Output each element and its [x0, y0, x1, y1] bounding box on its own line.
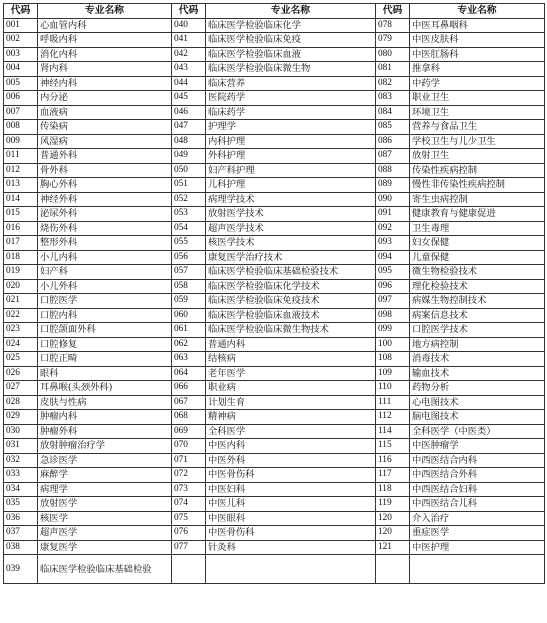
- specialty-name-cell: 中医外科: [206, 453, 376, 468]
- specialty-name-cell: 小儿内科: [38, 250, 172, 265]
- specialty-code-cell: 115: [376, 439, 410, 454]
- specialty-code-cell: 002: [4, 33, 38, 48]
- specialty-name-cell: 口腔修复: [38, 337, 172, 352]
- specialty-name-cell: 普通内科: [206, 337, 376, 352]
- specialty-code-cell: 060: [172, 308, 206, 323]
- header-name-1: 专业名称: [38, 4, 172, 19]
- header-name-2: 专业名称: [206, 4, 376, 19]
- specialty-name-cell: 药物分析: [410, 381, 545, 396]
- specialty-name-cell: 核医学技术: [206, 236, 376, 251]
- table-row: [4, 453, 545, 468]
- table-row: [4, 366, 545, 381]
- table-row: [4, 192, 545, 207]
- specialty-code-cell: 111: [376, 395, 410, 410]
- table-row: [4, 352, 545, 367]
- specialty-name-cell: 临床医学检验临床化学技术: [206, 279, 376, 294]
- specialty-code-cell: 097: [376, 294, 410, 309]
- table-row: [4, 18, 545, 33]
- specialty-code-cell: 037: [4, 526, 38, 541]
- specialty-code-cell: 003: [4, 47, 38, 62]
- table-row: [4, 250, 545, 265]
- specialty-name-cell: 康复医学治疗技术: [206, 250, 376, 265]
- specialty-name-cell: 妇女保健: [410, 236, 545, 251]
- specialty-name-cell: 职业病: [206, 381, 376, 396]
- table-row: [4, 323, 545, 338]
- specialty-name-cell: 老年医学: [206, 366, 376, 381]
- table-row: [4, 265, 545, 280]
- specialty-code-cell: 072: [172, 468, 206, 483]
- specialty-code-cell: 093: [376, 236, 410, 251]
- specialty-name-cell: 临床医学检验临床基础检验技术: [206, 265, 376, 280]
- table-row: [4, 279, 545, 294]
- table-row: [4, 134, 545, 149]
- specialty-code-cell: 043: [172, 62, 206, 77]
- specialty-code-cell: 014: [4, 192, 38, 207]
- table-header-row: [4, 4, 545, 19]
- specialty-code-cell: 119: [376, 497, 410, 512]
- specialty-name-cell: 结核病: [206, 352, 376, 367]
- specialty-code-cell: 068: [172, 410, 206, 425]
- specialty-code-cell: 047: [172, 120, 206, 135]
- specialty-code-cell: 044: [172, 76, 206, 91]
- specialty-name-cell: 中医骨伤科: [206, 468, 376, 483]
- specialty-code-table: [3, 3, 545, 584]
- table-row: [4, 555, 545, 584]
- specialty-code-cell: 056: [172, 250, 206, 265]
- specialty-name-cell: 风湿病: [38, 134, 172, 149]
- specialty-code-cell: 074: [172, 497, 206, 512]
- specialty-name-cell: 内分泌: [38, 91, 172, 106]
- specialty-code-cell: 082: [376, 76, 410, 91]
- specialty-code-cell: 051: [172, 178, 206, 193]
- specialty-code-cell: 089: [376, 178, 410, 193]
- specialty-name-cell: 儿童保健: [410, 250, 545, 265]
- specialty-code-cell: 075: [172, 511, 206, 526]
- specialty-code-cell: 062: [172, 337, 206, 352]
- specialty-name-cell: 脑电图技术: [410, 410, 545, 425]
- specialty-code-cell: 117: [376, 468, 410, 483]
- specialty-code-cell: 079: [376, 33, 410, 48]
- specialty-code-cell: 096: [376, 279, 410, 294]
- specialty-name-cell: 临床医学检验临床化学: [206, 18, 376, 33]
- specialty-code-cell: 057: [172, 265, 206, 280]
- specialty-code-cell: 088: [376, 163, 410, 178]
- specialty-name-cell: 环境卫生: [410, 105, 545, 120]
- specialty-name-cell: 传染病: [38, 120, 172, 135]
- specialty-name-cell: 口腔医学: [38, 294, 172, 309]
- specialty-code-cell: 021: [4, 294, 38, 309]
- specialty-code-cell: 100: [376, 337, 410, 352]
- specialty-name-cell: 医院药学: [206, 91, 376, 106]
- specialty-name-cell: 临床医学检验临床微生物技术: [206, 323, 376, 338]
- header-code-2: 代码: [172, 4, 206, 19]
- specialty-code-cell: 006: [4, 91, 38, 106]
- specialty-name-cell: 肿瘤外科: [38, 424, 172, 439]
- specialty-code-cell: 069: [172, 424, 206, 439]
- specialty-code-cell: 031: [4, 439, 38, 454]
- specialty-name-cell: 卫生毒理: [410, 221, 545, 236]
- specialty-code-cell: 098: [376, 308, 410, 323]
- specialty-code-cell: 116: [376, 453, 410, 468]
- specialty-name-cell: 职业卫生: [410, 91, 545, 106]
- specialty-name-cell: 中药学: [410, 76, 545, 91]
- specialty-name-cell: 妇产科护理: [206, 163, 376, 178]
- specialty-code-cell: [376, 555, 410, 584]
- specialty-name-cell: 临床医学检验临床微生物: [206, 62, 376, 77]
- specialty-name-cell: 康复医学: [38, 540, 172, 555]
- specialty-name-cell: 外科护理: [206, 149, 376, 164]
- specialty-code-cell: 011: [4, 149, 38, 164]
- specialty-name-cell: 皮肤与性病: [38, 395, 172, 410]
- specialty-name-cell: 中医妇科: [206, 482, 376, 497]
- specialty-name-cell: 放射医学: [38, 497, 172, 512]
- specialty-name-cell: 介入治疗: [410, 511, 545, 526]
- specialty-name-cell: 烧伤外科: [38, 221, 172, 236]
- table-row: [4, 163, 545, 178]
- specialty-code-cell: 013: [4, 178, 38, 193]
- specialty-code-cell: 087: [376, 149, 410, 164]
- specialty-code-cell: 029: [4, 410, 38, 425]
- specialty-name-cell: 放射医学技术: [206, 207, 376, 222]
- specialty-name-cell: 理化检验技术: [410, 279, 545, 294]
- table-row: [4, 482, 545, 497]
- specialty-name-cell: 推拿科: [410, 62, 545, 77]
- specialty-name-cell: 全科医学: [206, 424, 376, 439]
- specialty-code-cell: 038: [4, 540, 38, 555]
- specialty-code-cell: 083: [376, 91, 410, 106]
- specialty-name-cell: 精神病: [206, 410, 376, 425]
- specialty-code-table-container: [3, 3, 545, 584]
- specialty-code-cell: 049: [172, 149, 206, 164]
- specialty-name-cell: 中医骨伤科: [206, 526, 376, 541]
- specialty-name-cell: 临床医学检验临床血液: [206, 47, 376, 62]
- specialty-code-cell: 033: [4, 468, 38, 483]
- table-row: [4, 410, 545, 425]
- specialty-code-cell: 110: [376, 381, 410, 396]
- specialty-code-cell: 017: [4, 236, 38, 251]
- table-row: [4, 439, 545, 454]
- header-name-3: 专业名称: [410, 4, 545, 19]
- specialty-name-cell: 泌尿外科: [38, 207, 172, 222]
- specialty-code-cell: 018: [4, 250, 38, 265]
- specialty-name-cell: 全科医学（中医类）: [410, 424, 545, 439]
- specialty-name-cell: 心血管内科: [38, 18, 172, 33]
- specialty-code-cell: 032: [4, 453, 38, 468]
- specialty-name-cell: 消毒技术: [410, 352, 545, 367]
- specialty-code-cell: 120: [376, 526, 410, 541]
- table-row: [4, 511, 545, 526]
- specialty-code-cell: 019: [4, 265, 38, 280]
- specialty-code-cell: 085: [376, 120, 410, 135]
- specialty-code-cell: 092: [376, 221, 410, 236]
- specialty-code-cell: 091: [376, 207, 410, 222]
- specialty-name-cell: 中西医结合妇科: [410, 482, 545, 497]
- specialty-name-cell: 心电图技术: [410, 395, 545, 410]
- table-row: [4, 47, 545, 62]
- specialty-code-cell: 034: [4, 482, 38, 497]
- specialty-code-cell: 052: [172, 192, 206, 207]
- specialty-name-cell: 神经内科: [38, 76, 172, 91]
- specialty-code-cell: 109: [376, 366, 410, 381]
- table-row: [4, 76, 545, 91]
- specialty-code-cell: 064: [172, 366, 206, 381]
- specialty-code-cell: [172, 555, 206, 584]
- specialty-name-cell: 微生物检验技术: [410, 265, 545, 280]
- specialty-name-cell: 中西医结合外科: [410, 468, 545, 483]
- specialty-name-cell: 中医内科: [206, 439, 376, 454]
- specialty-name-cell: 慢性非传染性疾病控制: [410, 178, 545, 193]
- specialty-code-cell: 073: [172, 482, 206, 497]
- specialty-code-cell: 067: [172, 395, 206, 410]
- specialty-code-cell: 058: [172, 279, 206, 294]
- specialty-name-cell: 妇产科: [38, 265, 172, 280]
- specialty-name-cell: 重症医学: [410, 526, 545, 541]
- specialty-code-cell: 040: [172, 18, 206, 33]
- specialty-code-cell: 070: [172, 439, 206, 454]
- specialty-code-cell: 081: [376, 62, 410, 77]
- specialty-name-cell: 病媒生物控制技术: [410, 294, 545, 309]
- specialty-code-cell: 066: [172, 381, 206, 396]
- specialty-code-cell: 005: [4, 76, 38, 91]
- specialty-code-cell: 094: [376, 250, 410, 265]
- specialty-name-cell: 肿瘤内科: [38, 410, 172, 425]
- specialty-code-cell: 001: [4, 18, 38, 33]
- specialty-name-cell: 临床药学: [206, 105, 376, 120]
- specialty-code-cell: 020: [4, 279, 38, 294]
- specialty-code-cell: 007: [4, 105, 38, 120]
- specialty-name-cell: 输血技术: [410, 366, 545, 381]
- specialty-code-cell: 114: [376, 424, 410, 439]
- specialty-code-cell: 036: [4, 511, 38, 526]
- specialty-code-cell: 063: [172, 352, 206, 367]
- specialty-name-cell: 超声医学技术: [206, 221, 376, 236]
- specialty-name-cell: 神经外科: [38, 192, 172, 207]
- table-row: [4, 221, 545, 236]
- specialty-code-cell: 112: [376, 410, 410, 425]
- table-row: [4, 526, 545, 541]
- specialty-name-cell: 小儿外科: [38, 279, 172, 294]
- specialty-name-cell: 眼科: [38, 366, 172, 381]
- specialty-name-cell: 营养与食品卫生: [410, 120, 545, 135]
- table-row: [4, 149, 545, 164]
- specialty-name-cell: 普通外科: [38, 149, 172, 164]
- specialty-code-cell: 026: [4, 366, 38, 381]
- specialty-code-cell: 008: [4, 120, 38, 135]
- table-body: [4, 18, 545, 584]
- specialty-name-cell: 整形外科: [38, 236, 172, 251]
- specialty-code-cell: 041: [172, 33, 206, 48]
- specialty-code-cell: 042: [172, 47, 206, 62]
- specialty-name-cell: 学校卫生与儿少卫生: [410, 134, 545, 149]
- specialty-code-cell: 045: [172, 91, 206, 106]
- specialty-code-cell: 061: [172, 323, 206, 338]
- specialty-name-cell: 健康教育与健康促进: [410, 207, 545, 222]
- specialty-code-cell: 078: [376, 18, 410, 33]
- specialty-name-cell: [206, 555, 376, 584]
- specialty-name-cell: 胸心外科: [38, 178, 172, 193]
- specialty-name-cell: 呼吸内科: [38, 33, 172, 48]
- specialty-name-cell: 肾内科: [38, 62, 172, 77]
- table-row: [4, 236, 545, 251]
- specialty-code-cell: 108: [376, 352, 410, 367]
- specialty-code-cell: 012: [4, 163, 38, 178]
- table-row: [4, 337, 545, 352]
- specialty-code-cell: 024: [4, 337, 38, 352]
- specialty-code-cell: 095: [376, 265, 410, 280]
- table-row: [4, 62, 545, 77]
- specialty-name-cell: 针灸科: [206, 540, 376, 555]
- specialty-name-cell: 中医皮肤科: [410, 33, 545, 48]
- specialty-code-cell: 022: [4, 308, 38, 323]
- specialty-name-cell: 核医学: [38, 511, 172, 526]
- specialty-name-cell: 中医肿瘤学: [410, 439, 545, 454]
- specialty-name-cell: 病理学技术: [206, 192, 376, 207]
- specialty-code-cell: 071: [172, 453, 206, 468]
- header-code-3: 代码: [376, 4, 410, 19]
- specialty-name-cell: 中西医结合内科: [410, 453, 545, 468]
- table-row: [4, 424, 545, 439]
- specialty-code-cell: 121: [376, 540, 410, 555]
- specialty-code-cell: 086: [376, 134, 410, 149]
- table-row: [4, 33, 545, 48]
- specialty-code-cell: 054: [172, 221, 206, 236]
- specialty-code-cell: 035: [4, 497, 38, 512]
- specialty-code-cell: 027: [4, 381, 38, 396]
- specialty-name-cell: 传染性疾病控制: [410, 163, 545, 178]
- specialty-name-cell: 临床医学检验临床血液技术: [206, 308, 376, 323]
- table-row: [4, 308, 545, 323]
- specialty-name-cell: 临床医学检验临床免疫技术: [206, 294, 376, 309]
- specialty-code-cell: 016: [4, 221, 38, 236]
- specialty-name-cell: 中医耳鼻咽科: [410, 18, 545, 33]
- table-row: [4, 381, 545, 396]
- specialty-code-cell: 025: [4, 352, 38, 367]
- specialty-code-cell: 084: [376, 105, 410, 120]
- specialty-name-cell: 口腔内科: [38, 308, 172, 323]
- specialty-name-cell: 寄生虫病控制: [410, 192, 545, 207]
- specialty-name-cell: 中医肛肠科: [410, 47, 545, 62]
- specialty-name-cell: 中医护理: [410, 540, 545, 555]
- specialty-name-cell: 地方病控制: [410, 337, 545, 352]
- table-row: [4, 120, 545, 135]
- table-row: [4, 395, 545, 410]
- specialty-code-cell: 055: [172, 236, 206, 251]
- specialty-name-cell: [410, 555, 545, 584]
- specialty-name-cell: 超声医学: [38, 526, 172, 541]
- specialty-code-cell: 030: [4, 424, 38, 439]
- table-row: [4, 497, 545, 512]
- specialty-name-cell: 儿科护理: [206, 178, 376, 193]
- specialty-code-cell: 015: [4, 207, 38, 222]
- specialty-name-cell: 内科护理: [206, 134, 376, 149]
- specialty-name-cell: 临床营养: [206, 76, 376, 91]
- specialty-code-cell: 090: [376, 192, 410, 207]
- specialty-name-cell: 耳鼻喉(头颈外科): [38, 381, 172, 396]
- specialty-code-cell: 050: [172, 163, 206, 178]
- specialty-code-cell: 053: [172, 207, 206, 222]
- specialty-name-cell: 临床医学检验临床基础检验: [38, 555, 172, 584]
- specialty-name-cell: 计划生育: [206, 395, 376, 410]
- table-row: [4, 178, 545, 193]
- table-row: [4, 540, 545, 555]
- table-row: [4, 468, 545, 483]
- specialty-code-cell: 039: [4, 555, 38, 584]
- specialty-code-cell: 077: [172, 540, 206, 555]
- specialty-name-cell: 病理学: [38, 482, 172, 497]
- specialty-name-cell: 中医儿科: [206, 497, 376, 512]
- specialty-code-cell: 118: [376, 482, 410, 497]
- table-row: [4, 294, 545, 309]
- specialty-code-cell: 120: [376, 511, 410, 526]
- specialty-code-cell: 080: [376, 47, 410, 62]
- specialty-code-cell: 009: [4, 134, 38, 149]
- specialty-name-cell: 骨外科: [38, 163, 172, 178]
- specialty-name-cell: 临床医学检验临床免疫: [206, 33, 376, 48]
- specialty-name-cell: 口腔颌面外科: [38, 323, 172, 338]
- specialty-code-cell: 059: [172, 294, 206, 309]
- table-row: [4, 207, 545, 222]
- specialty-code-cell: 046: [172, 105, 206, 120]
- specialty-code-cell: 028: [4, 395, 38, 410]
- specialty-name-cell: 口腔正畸: [38, 352, 172, 367]
- specialty-name-cell: 麻醉学: [38, 468, 172, 483]
- specialty-name-cell: 口腔医学技术: [410, 323, 545, 338]
- specialty-code-cell: 099: [376, 323, 410, 338]
- specialty-name-cell: 放射肿瘤治疗学: [38, 439, 172, 454]
- header-code-1: 代码: [4, 4, 38, 19]
- specialty-name-cell: 中西医结合儿科: [410, 497, 545, 512]
- table-row: [4, 105, 545, 120]
- specialty-name-cell: 放射卫生: [410, 149, 545, 164]
- specialty-name-cell: 病案信息技术: [410, 308, 545, 323]
- specialty-code-cell: 004: [4, 62, 38, 77]
- specialty-code-cell: 048: [172, 134, 206, 149]
- specialty-name-cell: 护理学: [206, 120, 376, 135]
- specialty-name-cell: 血液病: [38, 105, 172, 120]
- specialty-name-cell: 中医眼科: [206, 511, 376, 526]
- specialty-name-cell: 急诊医学: [38, 453, 172, 468]
- table-row: [4, 91, 545, 106]
- specialty-code-cell: 023: [4, 323, 38, 338]
- specialty-code-cell: 076: [172, 526, 206, 541]
- specialty-name-cell: 消化内科: [38, 47, 172, 62]
